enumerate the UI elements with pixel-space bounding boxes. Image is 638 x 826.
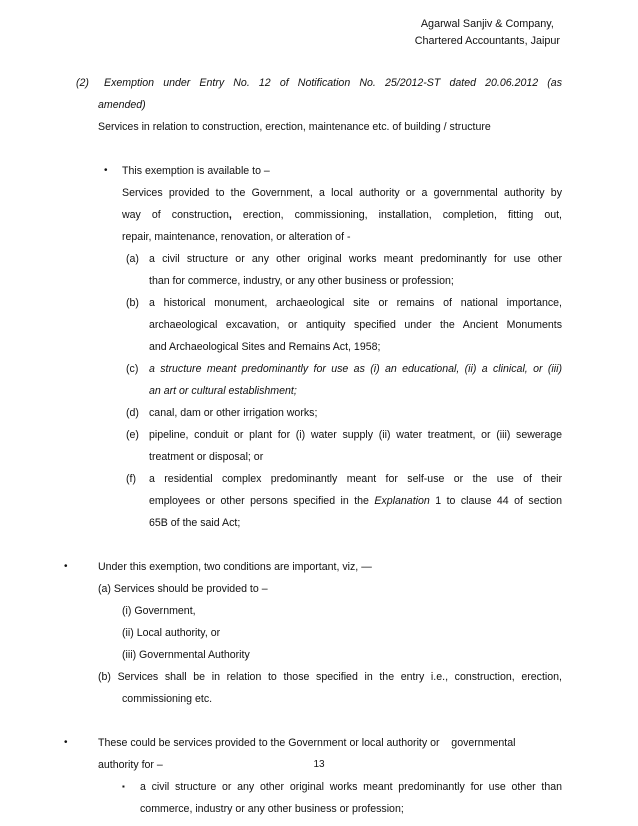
item-f-line2 xyxy=(149,490,562,512)
item-label: (a) xyxy=(126,253,139,265)
section-title-line2: amended) xyxy=(98,99,146,111)
para-comma: , xyxy=(228,209,232,221)
firm-name: Agarwal Sanjiv & Company, xyxy=(420,18,554,30)
item-b-line3: and Archaeological Sites and Remains Act, 1958; xyxy=(149,341,381,353)
item-f-emphasis: Explanation xyxy=(374,495,430,507)
bullet2-b-line1: (b) Services shall be in relation to those specified in the entry i.e., construction, erection, xyxy=(98,671,562,683)
item-label: (e) xyxy=(126,429,139,441)
bullet-marker: • xyxy=(104,165,108,176)
bullet3-line2: authority for – xyxy=(98,759,163,771)
page-number: 13 xyxy=(313,759,325,770)
item-c-line2: an art or cultural establishment; xyxy=(149,385,297,397)
square-bullet-marker: ▪ xyxy=(122,782,125,791)
item-b-line2: archaeological excavation, or antiquity specified under the Ancient Monuments xyxy=(149,319,562,331)
item-label: (c) xyxy=(126,363,139,375)
para-text: erection, commissioning, installation, completion, fitting out, xyxy=(231,209,562,221)
item-f-line1: a residential complex predominantly meant for self-use or the use of their xyxy=(149,473,562,485)
firm-subtitle: Chartered Accountants, Jaipur xyxy=(414,35,560,47)
item-f-text: 1 to clause 44 of section xyxy=(429,495,562,507)
item-label: (d) xyxy=(126,407,139,419)
item-label: (f) xyxy=(126,473,136,485)
item-e-line2: treatment or disposal; or xyxy=(149,451,264,463)
bullet1-para-line2 xyxy=(122,204,562,226)
item-a-line1: a civil structure or any other original works meant predominantly for use other xyxy=(149,253,562,265)
bullet3-line1: These could be services provided to the Government or local authority or governmental xyxy=(98,737,516,749)
bullet2-sub-item: (ii) Local authority, or xyxy=(122,627,221,639)
item-b-line1: a historical monument, archaeological site or remains of national importance, xyxy=(149,297,562,309)
item-c-line1: a structure meant predominantly for use as (i) an educational, (ii) a clinical, or (iii) xyxy=(149,363,562,375)
para-text: way of construction xyxy=(122,209,229,221)
bullet2-heading: Under this exemption, two conditions are important, viz, — xyxy=(98,561,372,573)
bullet3-sub-line2: commerce, industry or any other business or profession; xyxy=(140,803,404,815)
section-title-line1: Exemption under Entry No. 12 of Notification No. 25/2012-ST dated 20.06.2012 (as xyxy=(104,77,562,89)
bullet1-para-line3: repair, maintenance, renovation, or alteration of - xyxy=(122,231,351,243)
item-label: (b) xyxy=(126,297,139,309)
item-a-line2: than for commerce, industry, or any other business or profession; xyxy=(149,275,454,287)
bullet2-b-line2: commissioning etc. xyxy=(122,693,213,705)
bullet2-sub-item: (iii) Governmental Authority xyxy=(122,649,250,661)
page-header xyxy=(415,16,560,50)
bullet1-heading: This exemption is available to – xyxy=(122,165,270,177)
bullet2-sub-item: (i) Government, xyxy=(122,605,196,617)
section-number: (2) xyxy=(76,77,89,89)
item-d-line1: canal, dam or other irrigation works; xyxy=(149,407,318,419)
section-subtitle: Services in relation to construction, erection, maintenance etc. of building / structure xyxy=(98,121,491,133)
bullet1-para-line1: Services provided to the Government, a local authority or a governmental authority by xyxy=(122,187,562,199)
bullet-marker: • xyxy=(64,737,68,748)
bullet2-a-line: (a) Services should be provided to – xyxy=(98,583,268,595)
bullet-marker: • xyxy=(64,561,68,572)
item-e-line1: pipeline, conduit or plant for (i) water supply (ii) water treatment, or (iii) sewerage xyxy=(149,429,562,441)
item-f-text: employees or other persons specified in the xyxy=(149,495,375,507)
item-f-line3: 65B of the said Act; xyxy=(149,517,241,529)
bullet3-sub-line1: a civil structure or any other original works meant predominantly for use other than xyxy=(140,781,562,793)
